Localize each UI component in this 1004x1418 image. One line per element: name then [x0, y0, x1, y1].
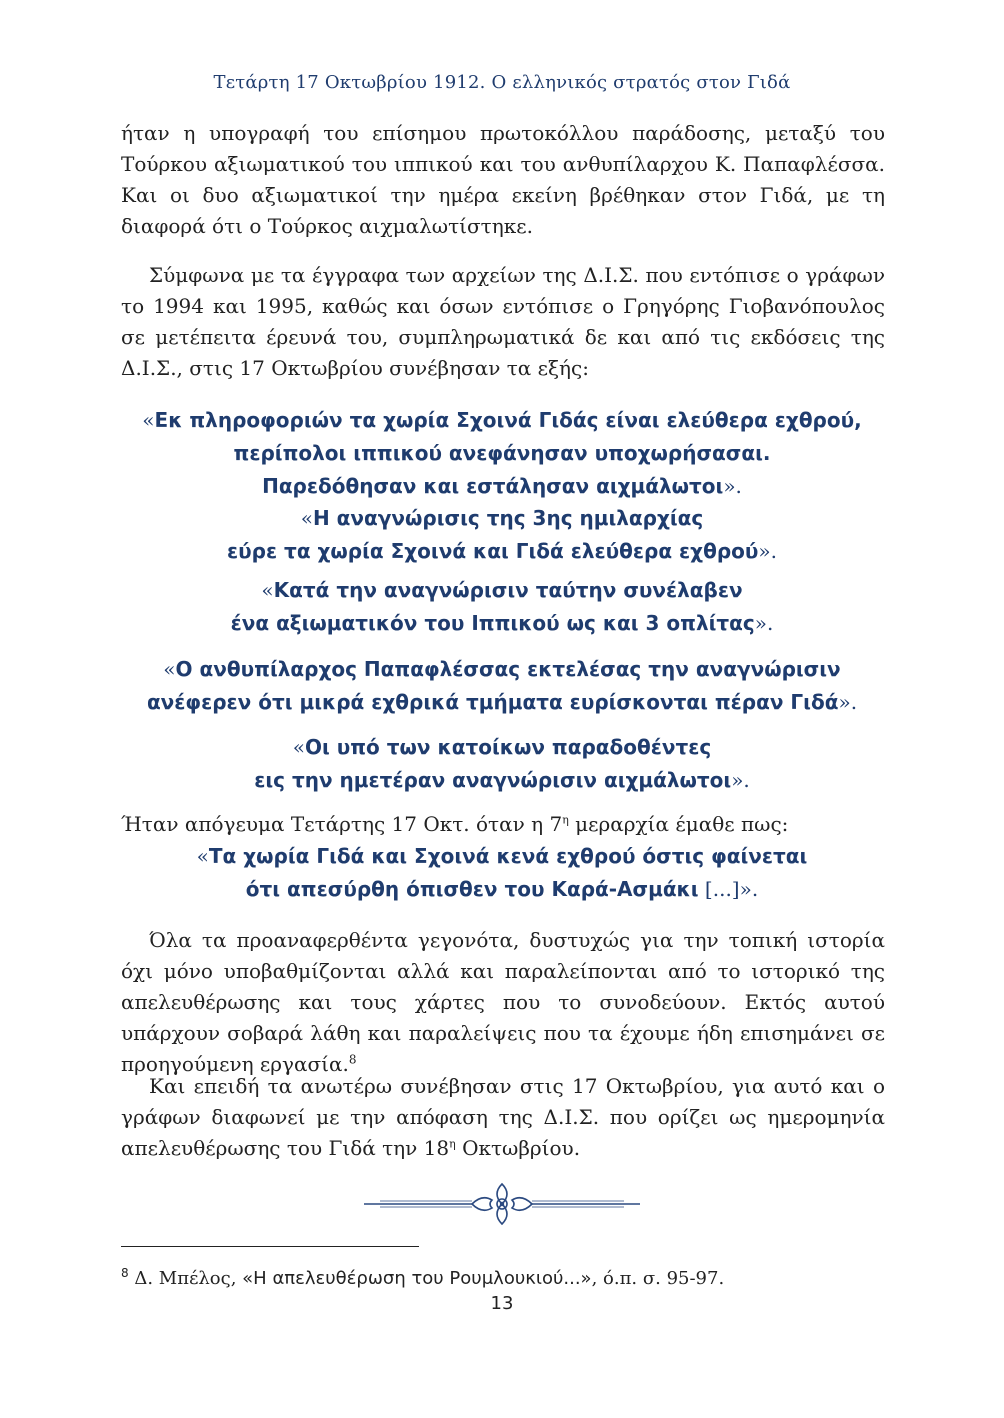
close-quote-mark: ». — [758, 539, 777, 563]
quote-1-line-2: περίπολοι ιππικού ανεφάνησαν υποχωρήσασαι. — [233, 441, 771, 465]
quote-2-line-2-text: εύρε τα χωρία Σχοινά και Γιδά ελεύθερα εχθρού — [227, 539, 759, 563]
quote-5 — [100, 731, 904, 797]
running-header: Τετάρτη 17 Οκτωβρίου 1912. Ο ελληνικός στρατός στον Γιδά — [213, 72, 791, 93]
quote-2-line-1 — [100, 502, 904, 535]
paragraph-1: ήταν η υπογραφή του επίσημου πρωτοκόλλου παράδοσης, μεταξύ του Τούρκου αξιωματικού του ιππικού και του ανθυπίλαρχου Κ. Παπαφλέσσα. Και οι δυο αξιωματικοί την ημέρα εκείνη βρέθηκαν στον Γιδά, με τη διαφορά ότι ο Τούρκος αιχμαλωτίστηκε. — [121, 121, 885, 238]
divider-center-dot — [500, 1202, 504, 1206]
quote-1-line-3 — [100, 470, 904, 503]
footnote-rest: , ό.π. σ. 95-97. — [591, 1268, 725, 1289]
quote-3-line-1 — [100, 574, 904, 607]
quote-3-line-2-text: ένα αξιωματικόν του Ιππικού ως και 3 οπλίτας — [230, 611, 755, 635]
divider-left-leaf — [472, 1198, 492, 1211]
quote-4 — [100, 653, 904, 719]
footnote-number: 8 — [121, 1266, 129, 1280]
footnote — [121, 1266, 885, 1292]
footnote-reference[interactable]: 8 — [348, 1052, 357, 1067]
lead-line-text-a: Ήταν απόγευμα Τετάρτης 17 Οκτ. όταν η 7 — [121, 812, 563, 836]
quote-1-line-1-text: Εκ πληροφοριών τα χωρία Σχοινά Γιδάς είναι ελεύθερα εχθρού, — [154, 408, 862, 432]
quote-4-line-2 — [100, 686, 904, 719]
quote-4-line-2-text: ανέφερεν ότι μικρά εχθρικά τμήματα ευρίσκονται πέραν Γιδά — [146, 690, 839, 714]
footnote-separator — [121, 1246, 419, 1247]
open-quote-mark: « — [300, 506, 313, 530]
open-quote-mark: « — [196, 844, 209, 868]
quote-2-line-2 — [100, 535, 904, 568]
quote-2 — [100, 502, 904, 568]
close-quote-mark: [...]». — [698, 877, 759, 901]
lead-line — [121, 809, 885, 840]
paragraph-4 — [121, 1071, 885, 1164]
quote-1-line-3-text: Παρεδόθησαν και εστάλησαν αιχμάλωτοι — [262, 474, 724, 498]
quote-6-line-1-text: Τα χωρία Γιδά και Σχοινά κενά εχθρού όστις φαίνεται — [208, 844, 808, 868]
open-quote-mark: « — [292, 735, 305, 759]
open-quote-mark: « — [142, 408, 155, 432]
close-quote-mark: ». — [838, 690, 858, 714]
close-quote-mark: ». — [731, 768, 750, 792]
quote-5-line-2-text: εις την ημετέραν αναγνώρισιν αιχμάλωτοι — [254, 768, 732, 792]
page-number: 13 — [490, 1293, 514, 1314]
paragraph-4-text-a: Και επειδή τα ανωτέρω συνέβησαν στις 17 Οκτωβρίου, για αυτό και ο γράφων διαφωνεί με την απόφαση της Δ.Ι.Σ. που ορίζει ως ημερομηνία απελευθέρωσης του Γιδά την 18 — [121, 1074, 885, 1160]
open-quote-mark: « — [163, 657, 176, 681]
quote-1-line-1 — [100, 404, 904, 437]
divider-right-leaf — [512, 1198, 532, 1211]
quote-3 — [100, 574, 904, 640]
quote-6-line-2-text: ότι απεσύρθη όπισθεν του Καρά-Ασμάκι — [245, 877, 699, 901]
quote-2-line-1-text: Η αναγνώρισις της 3ης ημιλαρχίας — [312, 506, 704, 530]
quote-6 — [100, 840, 904, 906]
quote-3-line-2 — [100, 607, 904, 640]
lead-line-text-b: μεραρχία έμαθε πως: — [568, 812, 789, 836]
footnote-author: Δ. Μπέλος, — [128, 1268, 243, 1289]
quote-6-line-1 — [100, 840, 904, 873]
paragraph-2: Σύμφωνα με τα έγγραφα των αρχείων της Δ.Ι.Σ. που εντόπισε ο γράφων το 1994 και 1995, καθώς και όσων εντόπισε ο Γρηγόρης Γιοβανόπουλος σε μετέπειτα έρευνά του, συμπληρωματικά δε και από τις εκδόσεις της Δ.Ι.Σ., στις 17 Οκτωβρίου συνέβησαν τα εξής: — [121, 263, 885, 380]
ordinal-superscript: η — [562, 813, 569, 827]
footnote-title: «Η απελευθέρωση του Ρουμλουκιού...» — [242, 1268, 592, 1289]
quote-4-line-1 — [100, 653, 904, 686]
quote-3-line-1-text: Κατά την αναγνώρισιν ταύτην συνέλαβεν — [273, 578, 743, 602]
ordinal-superscript: η — [449, 1137, 456, 1151]
close-quote-mark: ». — [723, 474, 742, 498]
quote-6-line-2 — [100, 873, 904, 906]
quote-5-line-1-text: Οι υπό των κατοίκων παραδοθέντες — [304, 735, 712, 759]
close-quote-mark: ». — [754, 611, 774, 635]
quote-5-line-1 — [100, 731, 904, 764]
quote-5-line-2 — [100, 764, 904, 797]
paragraph-4-text-b: Οκτωβρίου. — [455, 1136, 581, 1160]
quote-1 — [100, 404, 904, 503]
decorative-divider-icon — [360, 1180, 644, 1228]
paragraph-3 — [121, 925, 885, 1080]
open-quote-mark: « — [261, 578, 274, 602]
quote-4-line-1-text: Ο ανθυπίλαρχος Παπαφλέσσας εκτελέσας την αναγνώρισιν — [175, 657, 841, 681]
paragraph-3-text: Όλα τα προαναφερθέντα γεγονότα, δυστυχώς για την τοπική ιστορία όχι μόνο υποβαθμίζονται αλλά και παραλείπονται από το ιστορικό της απελευθέρωσης και τους χάρτες που το συνοδεύουν. Εκτός αυτού υπάρχουν σοβαρά λάθη και παραλείψεις που τα έχουμε ήδη επισημάνει σε προηγούμενη εργασία. — [121, 928, 885, 1076]
